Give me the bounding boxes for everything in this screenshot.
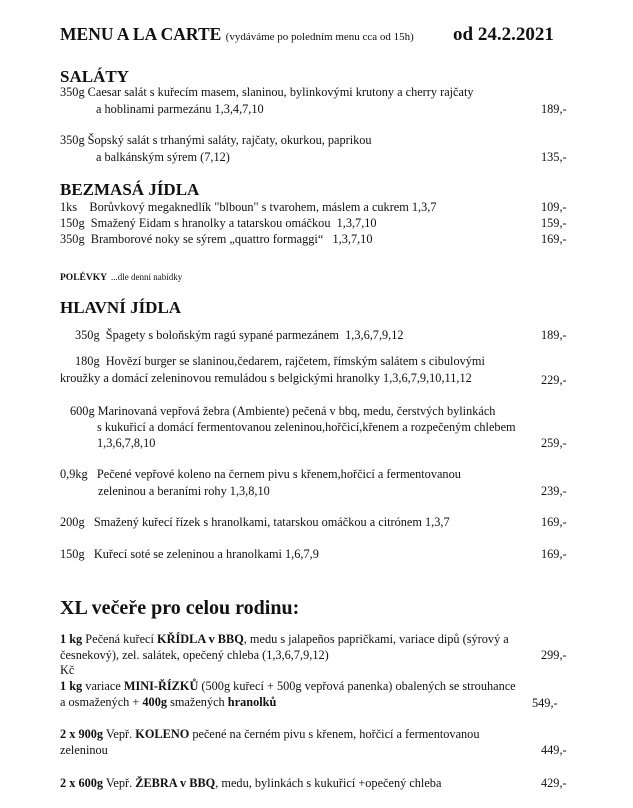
xl-2-line2a: a osmažených + bbox=[60, 695, 143, 709]
main-4-price: 239,- bbox=[541, 484, 567, 498]
xl-4-qty: 2 x 600g bbox=[60, 776, 104, 790]
xl-2-bold: MINI-ŘÍZKŮ bbox=[123, 679, 199, 693]
polevky-label: POLÉVKY bbox=[60, 273, 107, 283]
xl-1-bold: KŘÍDLA v BBQ bbox=[157, 632, 244, 646]
xl-4-bold: ŽEBRA v BBQ bbox=[135, 776, 216, 790]
xl-4-line1 bbox=[60, 777, 441, 789]
xl-2-line2d: hranolků bbox=[227, 695, 277, 709]
main-1-price: 189,- bbox=[541, 328, 567, 342]
salad-2-line2: a balkánským sýrem (7,12) bbox=[96, 150, 230, 164]
main-2-line1: 180g Hovězí burger se slaninou,čedarem, rajčetem, římským salátem s cibulovými bbox=[75, 354, 485, 368]
xl-4-price: 429,- bbox=[541, 776, 567, 790]
salad-1-line2: a hoblinami parmezánu 1,3,4,7,10 bbox=[96, 102, 264, 116]
bezmasa-1: 1ks Borůvkový megaknedlík "blboun" s tvarohem, máslem a cukrem 1,3,7 bbox=[60, 200, 437, 214]
menu-date: od 24.2.2021 bbox=[453, 24, 554, 45]
xl-1-post: , medu s jalapeños papričkami, variace dipů (sýrový a bbox=[243, 632, 509, 646]
main-3-line1: 600g Marinovaná vepřová žebra (Ambiente) pečená v bbq, medu, čerstvých bylinkách bbox=[70, 404, 496, 418]
main-1-line1: 350g Špagety s boloňským ragú sypané parmezánem 1,3,6,7,9,12 bbox=[75, 328, 404, 342]
polevky-line bbox=[60, 268, 182, 284]
salad-1-line1: 350g Caesar salát s kuřecím masem, slaninou, bylinkovými krutony a cherry rajčaty bbox=[60, 85, 474, 99]
xl-2-line2b: 400g bbox=[142, 695, 167, 709]
xl-1-line2: česnekový), zel. salátek, opečený chleba (1,3,6,7,9,12) bbox=[60, 648, 329, 662]
xl-1-line3: Kč bbox=[60, 663, 75, 677]
main-3-line2: s kukuřicí a domácí fermentovanou zeleninou,hořčicí,křenem a rozpečeným chlebem bbox=[97, 420, 516, 434]
xl-2-line2c: smažených bbox=[167, 695, 228, 709]
xl-3-line2: zeleninou bbox=[60, 743, 108, 757]
xl-2-post: (500g kuřecí + 500g vepřová panenka) obalených se strouhance bbox=[198, 679, 516, 693]
polevky-note: ...dle denní nabídky bbox=[110, 272, 183, 282]
salad-1-price: 189,- bbox=[541, 102, 567, 116]
xl-2-price: 549,- bbox=[532, 696, 558, 710]
section-heading-xl: XL večeře pro celou rodinu: bbox=[60, 597, 300, 619]
xl-3-bold: KOLENO bbox=[135, 727, 190, 741]
salad-2-price: 135,- bbox=[541, 150, 567, 164]
xl-4-post: , medu, bylinkách s kukuřicí +opečený chleba bbox=[215, 776, 442, 790]
section-heading-bezmasa: BEZMASÁ JÍDLA bbox=[60, 180, 200, 199]
xl-3-line1 bbox=[60, 728, 479, 740]
menu-title-text: MENU A LA CARTE bbox=[60, 24, 222, 44]
xl-3-pre: Vepř. bbox=[103, 727, 136, 741]
main-4-line2: zeleninou a beraními rohy 1,3,8,10 bbox=[98, 484, 270, 498]
main-2-line2: kroužky a domácí zeleninovou remuládou s belgickými hranolky 1,3,6,7,9,10,11,12 bbox=[60, 371, 472, 385]
main-4-line1: 0,9kg Pečené vepřové koleno na černem pivu s křenem,hořčicí a fermentovanou bbox=[60, 467, 461, 481]
main-3-price: 259,- bbox=[541, 436, 567, 450]
xl-3-price: 449,- bbox=[541, 743, 567, 757]
salad-2-line1: 350g Šopský salát s trhanými saláty, rajčaty, okurkou, paprikou bbox=[60, 133, 372, 147]
xl-1-price: 299,- bbox=[541, 648, 567, 662]
section-heading-salaty: SALÁTY bbox=[60, 67, 129, 86]
xl-1-line1 bbox=[60, 633, 509, 645]
xl-2-line2 bbox=[60, 696, 276, 708]
xl-3-qty: 2 x 900g bbox=[60, 727, 104, 741]
menu-title-note: (vydáváme po poledním menu cca od 15h) bbox=[225, 31, 414, 43]
xl-3-post: pečené na černém pivu s křenem, hořčicí a fermentovanou bbox=[189, 727, 480, 741]
main-5-line1: 200g Smažený kuřecí řízek s hranolkami, tatarskou omáčkou a citrónem 1,3,7 bbox=[60, 515, 450, 529]
xl-1-qty: 1 kg bbox=[60, 632, 83, 646]
xl-2-pre: variace bbox=[82, 679, 124, 693]
main-2-price: 229,- bbox=[541, 373, 567, 387]
main-3-line3: 1,3,6,7,8,10 bbox=[97, 436, 156, 450]
bezmasa-3-price: 169,- bbox=[541, 232, 567, 246]
bezmasa-1-price: 109,- bbox=[541, 200, 567, 214]
bezmasa-2-price: 159,- bbox=[541, 216, 567, 230]
xl-2-qty: 1 kg bbox=[60, 679, 83, 693]
main-5-price: 169,- bbox=[541, 515, 567, 529]
main-6-line1: 150g Kuřecí soté se zeleninou a hranolkami 1,6,7,9 bbox=[60, 547, 319, 561]
xl-2-line1 bbox=[60, 680, 516, 692]
section-heading-hlavni: HLAVNÍ JÍDLA bbox=[60, 298, 182, 317]
xl-1-pre: Pečená kuřecí bbox=[82, 632, 157, 646]
bezmasa-2: 150g Smažený Eidam s hranolky a tatarskou omáčkou 1,3,7,10 bbox=[60, 216, 377, 230]
bezmasa-3: 350g Bramborové noky se sýrem „quattro formaggi“ 1,3,7,10 bbox=[60, 232, 373, 246]
main-6-price: 169,- bbox=[541, 547, 567, 561]
xl-4-pre: Vepř. bbox=[103, 776, 136, 790]
menu-title bbox=[60, 26, 414, 44]
